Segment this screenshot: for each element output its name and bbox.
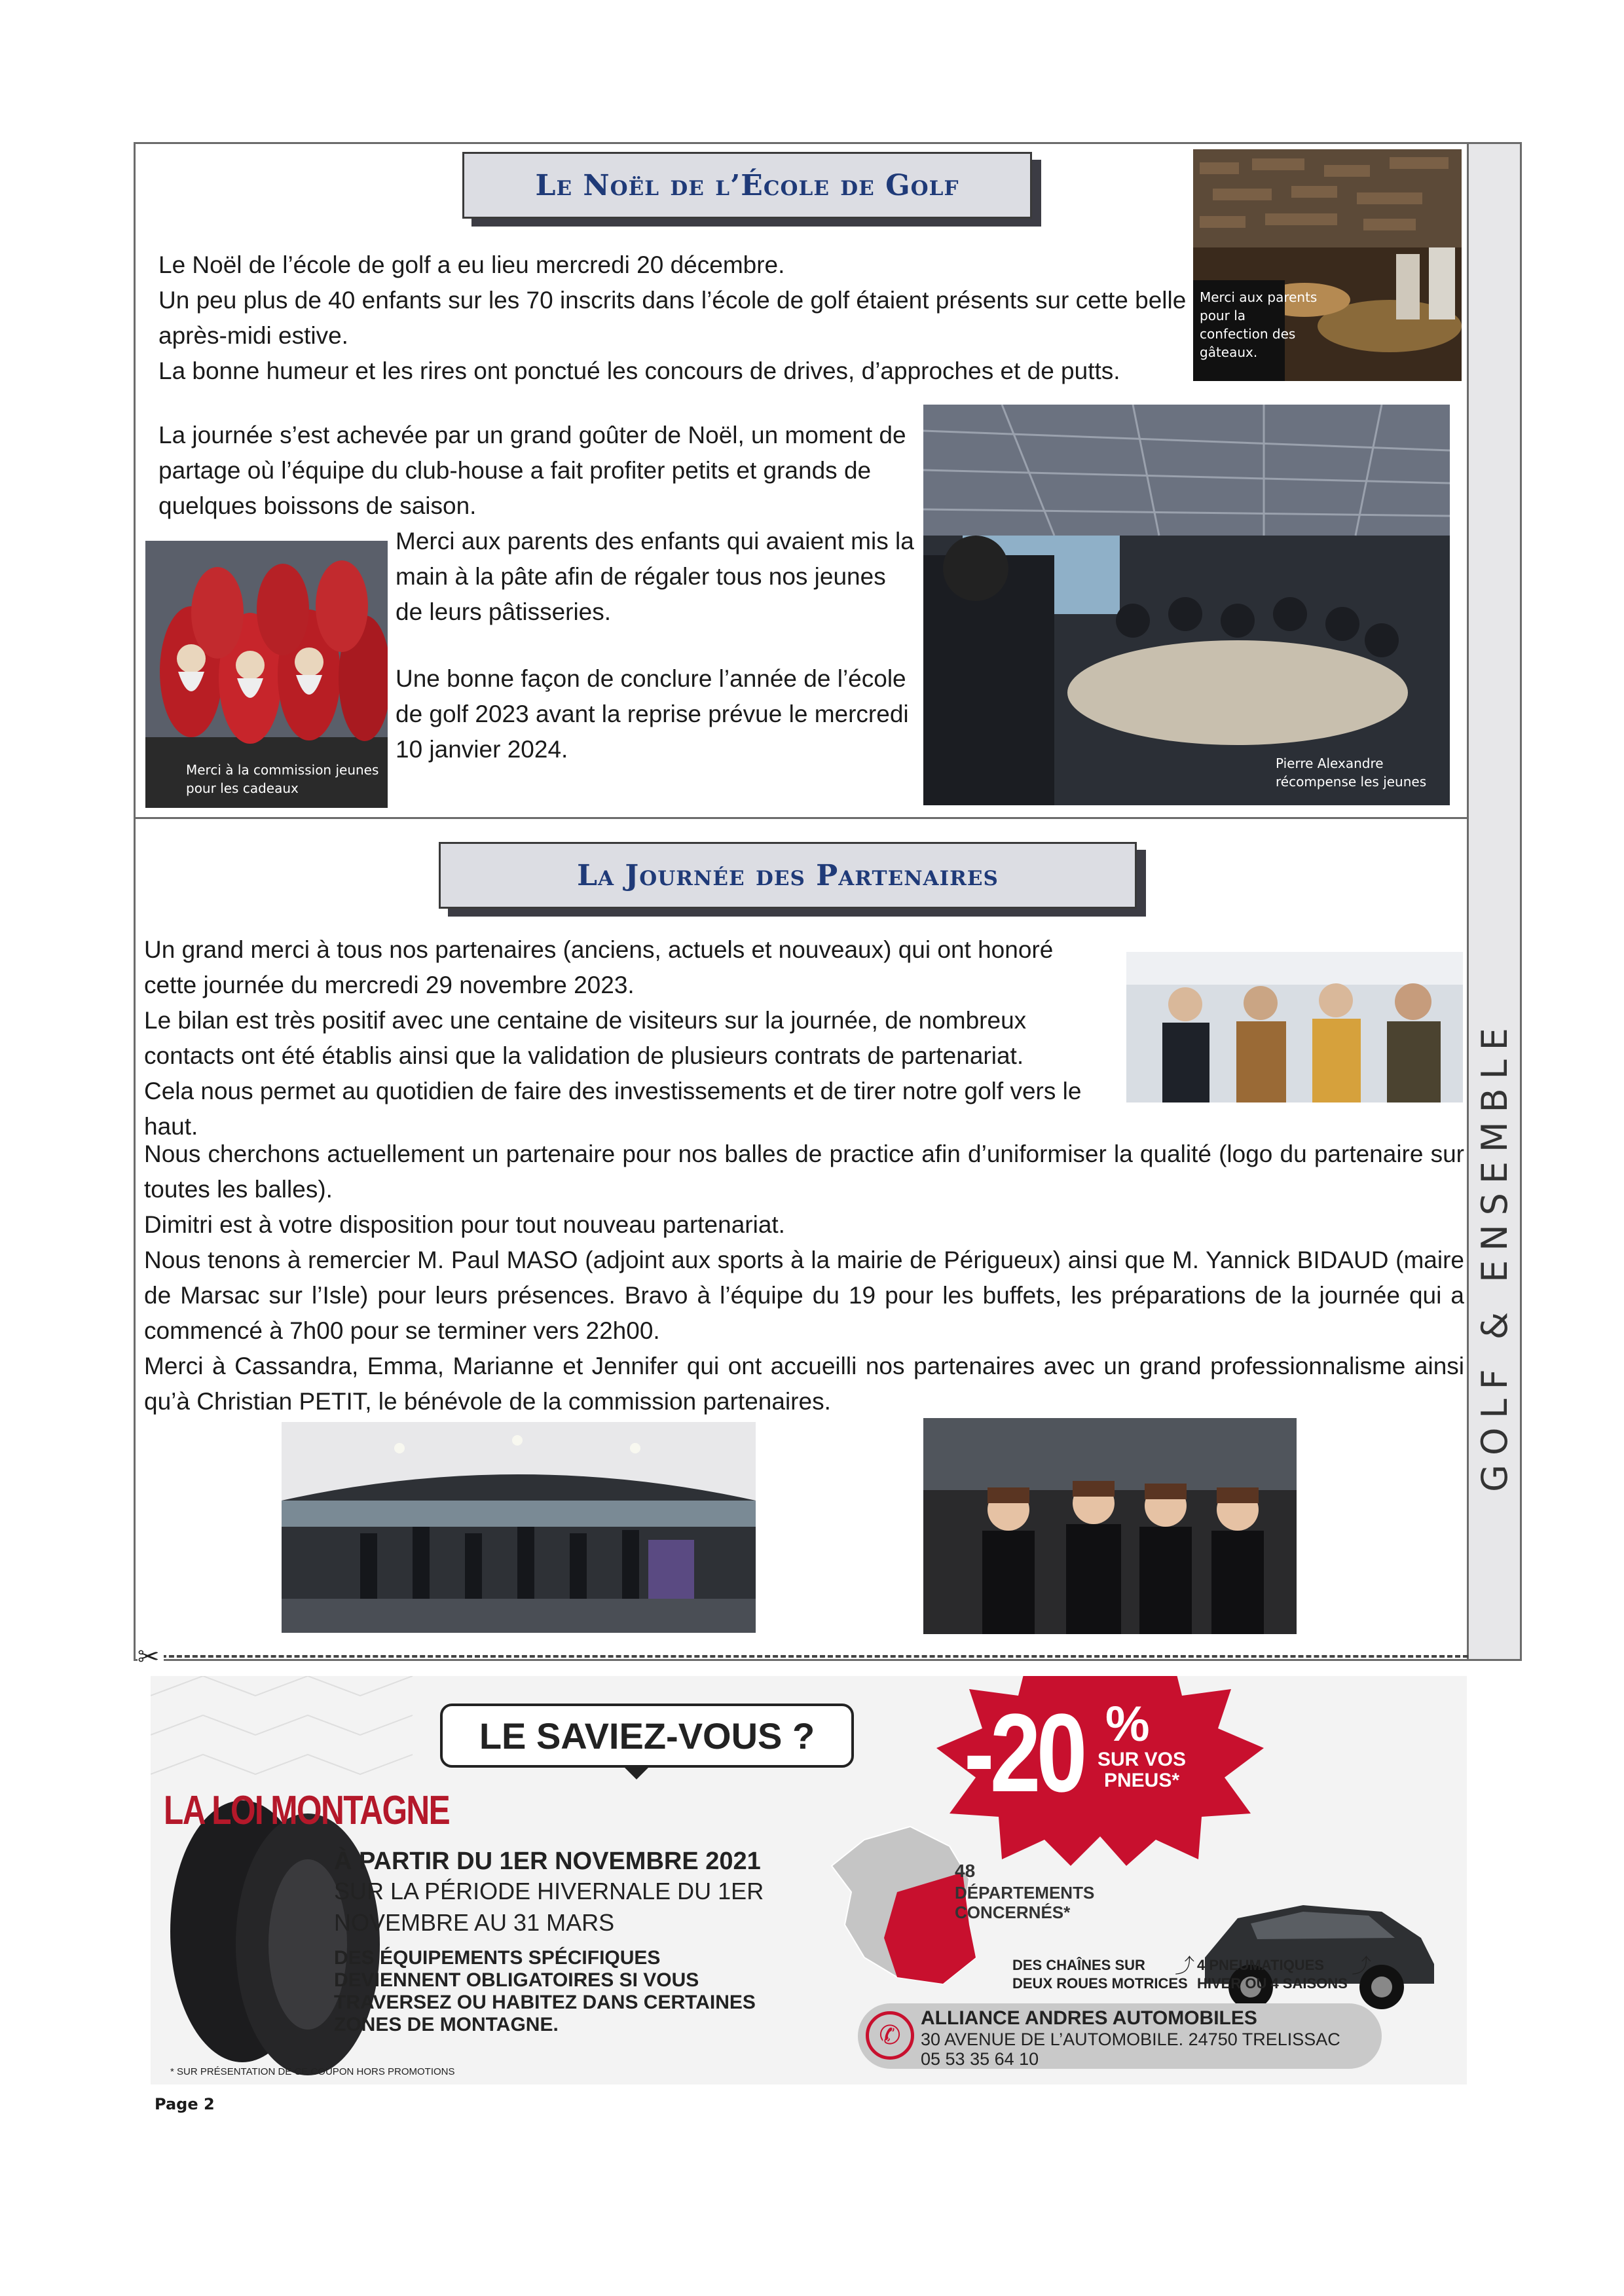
pneus-text: 4 PNEUMATIQUES HIVER OU 4 SAISONS: [1197, 1957, 1348, 1992]
noel-title: Le Noël de l’École de Golf: [535, 168, 959, 202]
noel-paragraph-4: Une bonne façon de conclure l’année de l’école de golf 2023 avant la reprise prévue le mercredi 10 janvier 2024.: [396, 665, 909, 763]
photo-cakes: [1193, 149, 1462, 381]
noel-paragraph-1: Le Noël de l’école de golf a eu lieu mercredi 20 décembre. Un peu plus de 40 enfants sur les 70 inscrits dans l’école de golf étaient présents sur cette belle après-midi estive. La bonne humeur et les rires ont ponctué les concours de drives, d’approches et de putts.: [158, 251, 1187, 384]
caption-santas: Merci à la commission jeunes pour les cadeaux: [186, 762, 379, 796]
arrow-chaines-icon: ⤴: [1175, 1956, 1194, 1977]
partenaires-banner: [439, 842, 1137, 909]
promo-percent: %: [1105, 1696, 1150, 1752]
noel-paragraph-2: La journée s’est achevée par un grand goûter de Noël, un moment de partage où l’équipe du club-house a fait profiter petits et grands de quelques boissons de saison.: [158, 422, 906, 519]
coupon-footnote: * SUR PRÉSENTATION DE CE COUPON HORS PROMOTIONS: [170, 2066, 455, 2077]
section-divider: [134, 817, 1467, 819]
coupon-cut-line: [145, 1655, 1468, 1658]
partenaires-title: La Journée des Partenaires: [577, 858, 999, 892]
page-number: Page 2: [155, 2095, 215, 2113]
caption-cakes: Merci aux parents pour la confection des gâteaux.: [1200, 289, 1318, 360]
noel-banner: [462, 152, 1032, 219]
bold-line-4: ZONES DE MONTAGNE.: [334, 2014, 559, 2035]
headline-line-1: À PARTIR DU 1ER NOVEMBRE 2021: [334, 1848, 761, 1875]
photo-reception-hall: [282, 1422, 756, 1633]
sidebar-label-wrap: [1467, 142, 1522, 1661]
partenaires-intro: Un grand merci à tous nos partenaires (anciens, actuels et nouveaux) qui ont honoré cette journée du mercredi 29 novembre 2023. Le bilan est très positif avec une centaine de visiteurs sur la journée, de nombreux contacts ont été établis ainsi que la validation de plusieurs contrats de partenariat. Cela nous permet au quotidien de faire des investissements et de tirer notre golf vers le haut.: [144, 936, 1082, 1140]
photo-hostesses: [923, 1418, 1297, 1634]
departements-label: DÉPARTEMENTS CONCERNÉS*: [955, 1883, 1095, 1922]
departements-count: 48: [955, 1861, 976, 1881]
phone-icon: ✆: [866, 2011, 914, 2060]
coupon-ad: [151, 1676, 1467, 2085]
headline-line-3: NOVEMBRE AU 31 MARS: [334, 1909, 615, 1936]
saviez-vous-tail: [622, 1765, 651, 1779]
photo-hostesses-art: [923, 1418, 1297, 1634]
chaines-text: DES CHAÎNES SUR DEUX ROUES MOTRICES: [1012, 1957, 1188, 1992]
dealer-name: ALLIANCE ANDRES AUTOMOBILES: [921, 2007, 1257, 2029]
saviez-vous-box: LE SAVIEZ-VOUS ?: [440, 1704, 854, 1768]
photo-chocolate-santas: [145, 541, 388, 808]
dealer-phone: 05 53 35 64 10: [921, 2049, 1039, 2069]
arrow-pneus-icon: ⤴: [1352, 1956, 1371, 1977]
bold-line-2: DEVIENNENT OBLIGATOIRES SI VOUS: [334, 1969, 699, 1991]
scissors-icon: ✂: [138, 1642, 164, 1672]
bold-line-3: TRAVERSEZ OU HABITEZ DANS CERTAINES: [334, 1992, 756, 2013]
photo-group-art: [1126, 952, 1463, 1102]
caption-room: Pierre Alexandre récompense les jeunes: [1276, 756, 1427, 790]
promo-value: -20: [964, 1691, 1083, 1815]
photo-hall-art: [282, 1422, 756, 1633]
loi-montagne-title: LA LOI MONTAGNE: [164, 1788, 450, 1833]
promo-subtitle: SUR VOS PNEUS*: [1098, 1749, 1187, 1791]
headline-line-2: SUR LA PÉRIODE HIVERNALE DU 1ER: [334, 1878, 764, 1904]
sidebar-label: GOLF & ENSEMBLE: [1473, 1018, 1515, 1492]
partenaires-body: Nous cherchons actuellement un partenaire pour nos balles de practice afin d’uniformiser la qualité (logo du partenaire sur toutes les balles). Dimitri est à votre disposition pour tout nouveau partenariat. Nous tenons à remercier M. Paul MASO (adjoint aux sports à la mairie de Périgueux) ainsi que M. Yannick BIDAUD (maire de Marsac sur l’Isle) pour leurs présences. Bravo à l’équipe du 19 pour les buffets, les préparations de la journée qui a commencé à 7h00 pour se terminer vers 22h00. Merci à Cassandra, Emma, Marianne et Jennifer qui ont accueilli nos partenaires avec un grand professionnalisme ainsi qu’à Christian PETIT, le bénévole de la commission partenaires.: [144, 1140, 1464, 1415]
photo-clubhouse-room: [923, 405, 1450, 805]
noel-paragraph-3: Merci aux parents des enfants qui avaient mis la main à la pâte afin de régaler tous nos jeunes de leurs pâtisseries.: [396, 528, 914, 625]
photo-partners-group: [1126, 952, 1463, 1102]
photo-room-art: [923, 405, 1450, 805]
dealer-address: 30 AVENUE DE L’AUTOMOBILE. 24750 TRELISSAC: [921, 2030, 1340, 2049]
bold-line-1: DES ÉQUIPEMENTS SPÉCIFIQUES: [334, 1947, 661, 1969]
